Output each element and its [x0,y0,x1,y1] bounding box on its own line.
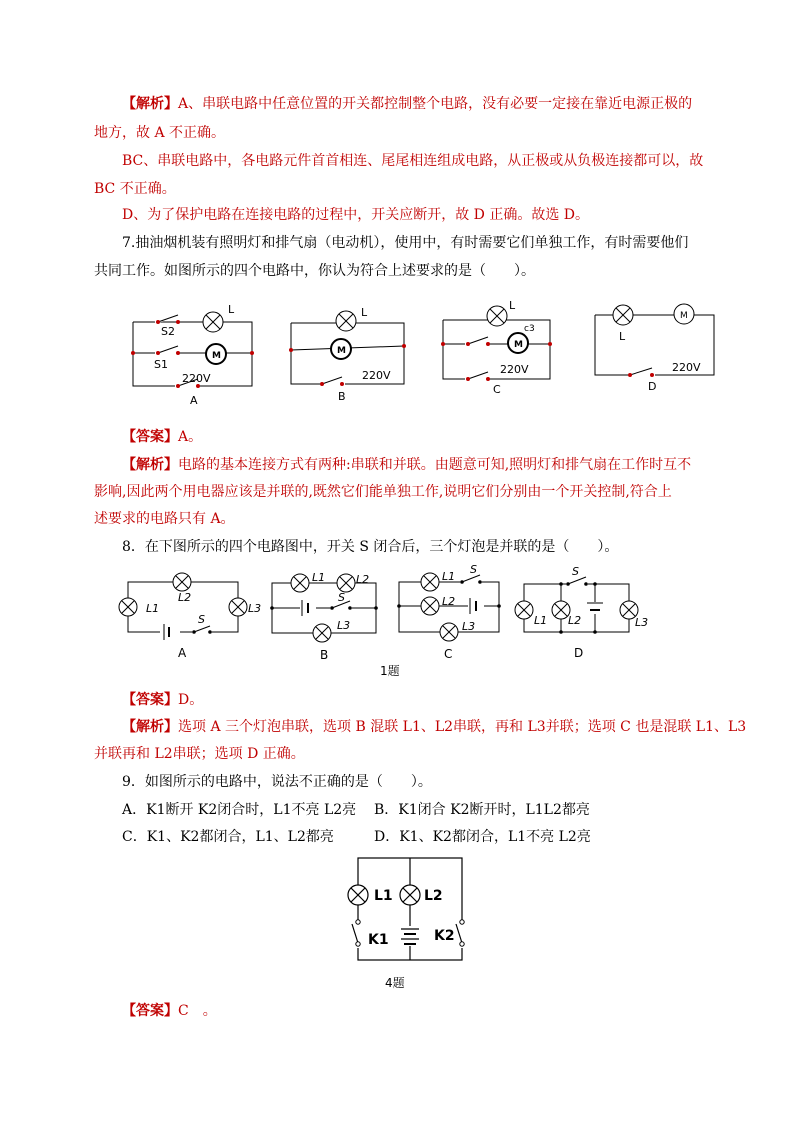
circuit8-c-s: S [470,563,477,576]
circuit8-b-l3: L3 [337,619,351,632]
circuit8-d-l3: L3 [635,616,649,629]
q9-l1-label: L1 [374,888,393,904]
q8-stem: 8．在下图所示的四个电路图中，开关 S 闭合后，三个灯泡是并联的是（ ）。 [122,539,619,555]
circuit-a-caption: A [190,394,198,407]
q7-analysis-line-3: 述要求的电路只有 A。 [94,511,235,527]
circuit8-c-l1: L1 [442,570,456,583]
circuit-d-l-label: L [619,330,626,343]
circuit-a-l-label: L [228,303,235,316]
q8-analysis-line-1: 【解析】选项 A 三个灯泡串联，选项 B 混联 L1、L2串联，再和 L3并联；选项 C 也是混联 L1、L3 [122,719,747,735]
q9-answer: 【答案】C 。 [122,1003,217,1019]
q8-figure-caption: 1题 [380,664,400,678]
circuit-a-s1-label: S1 [154,358,168,371]
q9-k1-label: K1 [368,932,389,948]
circuit8-a-l1: L1 [146,602,160,615]
q9-k2-label: K2 [434,928,455,944]
q7-stem-line-1: 7.抽油烟机装有照明灯和排气扇（电动机），使用中，有时需要它们单独工作，有时需要他们 [122,235,689,251]
q8-analysis-line-2: 并联再和 L2串联；选项 D 正确。 [94,746,305,762]
q9-figure-caption: 4题 [385,976,405,990]
circuit8-a-caption: A [178,646,187,660]
q7-analysis-line-1: 【解析】电路的基本连接方式有两种:串联和并联。由题意可知,照明灯和排气扇在工作时互不 [122,457,692,473]
circuit-d-voltage: 220V [672,361,701,374]
circuit-c-m-label: M [514,340,523,350]
q6-analysis-line-2: 地方，故 A 不正确。 [94,125,226,141]
circuit8-b-s: S [338,591,345,604]
q8-circuit-figure [0,565,794,675]
circuit-d-caption: D [648,380,657,393]
circuit-a-s2-label: S2 [161,325,175,338]
q9-option-b: B．K1闭合 K2断开时，L1L2都亮 [374,802,590,818]
circuit8-a-l3: L3 [248,602,262,615]
q7-circuit-figure [0,290,794,430]
circuit8-d-l2: L2 [568,614,582,627]
q7-stem-line-2: 共同工作。如图所示的四个电路中，你认为符合上述要求的是（ ）。 [94,263,535,279]
q6-analysis-line-4: BC 不正确。 [94,181,176,197]
circuit8-a-s: S [198,613,205,626]
circuit-c-c3-label: c3 [524,324,535,334]
q9-stem: 9．如图所示的电路中，说法不正确的是（ ）。 [122,774,432,790]
circuit-c-l-label: L [509,299,516,312]
q7-answer: 【答案】A。 [122,429,203,445]
q9-circuit-figure [0,855,794,965]
circuit-c-caption: C [493,383,501,396]
circuit-b-voltage: 220V [362,369,391,382]
q6-analysis-line-5: D、为了保护电路在连接电路的过程中，开关应断开，故 D 正确。故选 D。 [122,207,590,223]
circuit8-b-caption: B [320,648,329,662]
circuit8-b-l2: L2 [356,573,370,586]
q8-answer: 【答案】D。 [122,692,204,708]
q9-option-d: D．K1、K2都闭合，L1不亮 L2亮 [374,829,591,845]
circuit8-b-l1: L1 [312,571,326,584]
q9-option-a: A．K1断开 K2闭合时，L1不亮 L2亮 [122,802,357,818]
q7-analysis-line-2: 影响,因此两个用电器应该是并联的,既然它们能单独工作,说明它们分别由一个开关控制,符合上 [94,484,672,500]
circuit8-a-l2: L2 [178,591,192,604]
circuit-d-m-label: M [680,311,688,321]
circuit-a-m-label: M [212,351,221,361]
q9-option-c: C．K1、K2都闭合，L1、L2都亮 [122,829,334,845]
circuit-a-voltage: 220V [182,372,211,385]
circuit-b-l-label: L [361,306,368,319]
circuit8-d-l1: L1 [534,614,548,627]
circuit8-c-l2: L2 [442,595,456,608]
circuit8-c-l3: L3 [462,620,476,633]
circuit8-d-caption: D [574,646,584,660]
q6-analysis-line-3: BC、串联电路中，各电路元件首首相连、尾尾相连组成电路，从正极或从负极连接都可以，故 [122,153,704,169]
circuit-c-voltage: 220V [500,363,529,376]
q6-analysis-line-1: 【解析】A、串联电路中任意位置的开关都控制整个电路，没有必要一定接在靠近电源正极的 [122,96,693,112]
circuit8-d-s: S [572,565,579,578]
q9-l2-label: L2 [424,888,443,904]
circuit-b-m-label: M [337,346,346,356]
circuit8-a-bottom [128,607,238,632]
circuit8-c-caption: C [444,647,453,661]
circuit-b-caption: B [338,390,346,403]
